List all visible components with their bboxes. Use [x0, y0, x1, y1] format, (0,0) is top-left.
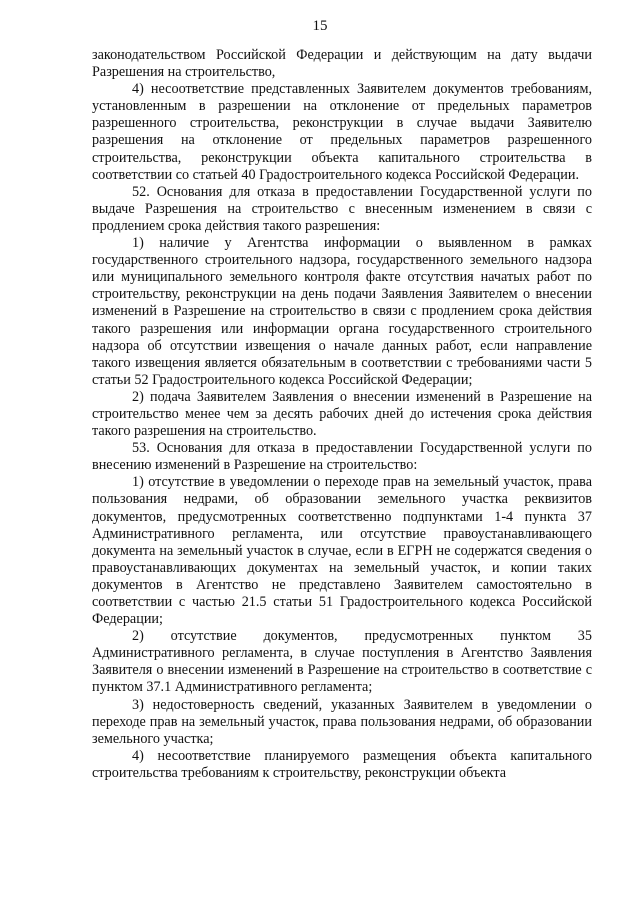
paragraph-52-item-1: 1) наличие у Агентства информации о выявленном в рамках государственного строительного надзора, государственного земельного надзора или муниципального земельного контроля факте отсутствия начатых работ по строительству, реконструкции на день подачи Заявления Заявителем о внесении изменений в Разрешение на строительство в связи с продлением срока действия такого разрешения или информации органа государственного строительного надзора об отсутствии извещения о начале данных работ, если направление такого извещения является обязательным в соответствии с требованиями части 5 статьи 52 Градостроительного кодекса Российской Федерации; [92, 235, 592, 388]
paragraph-53-item-1: 1) отсутствие в уведомлении о переходе прав на земельный участок, права пользования недрами, об образовании земельного участка реквизитов документов, предусмотренных соответственно подпунктами 1-4 пункта 37 Административного регламента, или отсутствие правоустанавливающего документа на земельный участок в случае, если в ЕГРН не содержатся сведения о правоустанавливающих документах на земельный участок, и копии таких документов в Агентство не представлено Заявителем самостоятельно в соответствии с частью 21.5 статьи 51 Градостроительного кодекса Российской Федерации; [92, 474, 592, 628]
paragraph-52: 52. Основания для отказа в предоставлении Государственной услуги по выдаче Разрешения на строительство с внесенным изменением в связи с продлением срока действия такого разрешения: [92, 183, 592, 234]
document-body [92, 47, 592, 782]
paragraph-53-item-3: 3) недостоверность сведений, указанных Заявителем в уведомлении о переходе прав на земельный участок, права пользования недрами, об образовании земельного участка; [92, 696, 592, 747]
paragraph-53-item-4: 4) несоответствие планируемого размещения объекта капитального строительства требованиям к строительству, реконструкции объекта [92, 747, 592, 781]
paragraph-53-item-2: 2) отсутствие документов, предусмотренных пунктом 35 Административного регламента, в случае поступления в Агентство Заявления Заявителя о внесении изменений в Разрешение на строительство в соответствие с пунктом 37.1 Административного регламента; [92, 628, 592, 696]
paragraph-53: 53. Основания для отказа в предоставлении Государственной услуги по внесению изменений в Разрешение на строительство: [92, 440, 592, 474]
paragraph-continuation: законодательством Российской Федерации и действующим на дату выдачи Разрешения на строительство, [92, 47, 592, 81]
paragraph-51-item-4: 4) несоответствие представленных Заявителем документов требованиям, установленным в разрешении на отклонение от предельных параметров разрешенного строительства, реконструкции в случае выдачи Заявителю разрешения на отклонение от предельных параметров разрешенного строительства, реконструкции объекта капитального строительства в соответствии со статьей 40 Градостроительного кодекса Российской Федерации. [92, 81, 592, 183]
page-number: 15 [312, 18, 328, 34]
paragraph-52-item-2: 2) подача Заявителем Заявления о внесении изменений в Разрешение на строительство менее чем за десять рабочих дней до истечения срока действия такого разрешения на строительство. [92, 388, 592, 440]
